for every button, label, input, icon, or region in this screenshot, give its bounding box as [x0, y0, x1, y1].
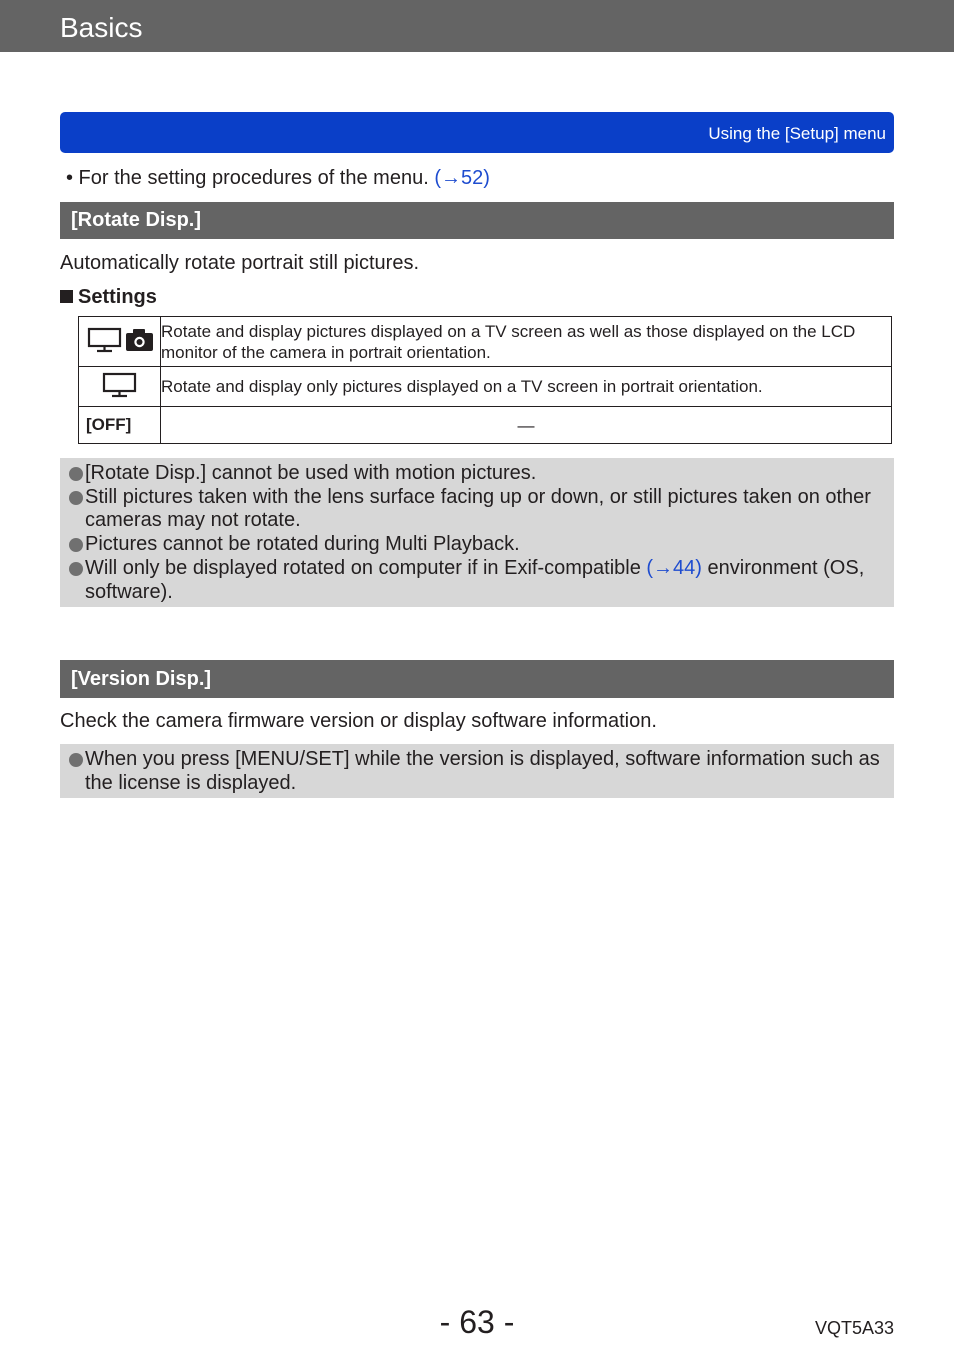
table-row — [79, 317, 892, 367]
settings-label — [60, 286, 157, 309]
chapter-banner — [60, 112, 894, 153]
note-text: Will only be displayed rotated on computer if in Exif-compatible — [85, 556, 647, 579]
rotate-disp-notes — [60, 458, 894, 607]
rotate-disp-heading — [60, 202, 894, 239]
list-item — [60, 486, 894, 533]
tv-and-camera-icon — [79, 317, 161, 367]
note-text: environment (OS, software). — [85, 556, 865, 603]
header-bar — [0, 0, 954, 52]
page-section-title: Basics — [60, 12, 143, 43]
setting-description: Rotate and display pictures displayed on a TV screen as well as those displayed on the LCD monitor of the camera in portrait orientation. — [161, 317, 892, 367]
table-row — [79, 407, 892, 444]
rotate-disp-heading-text: [Rotate Disp.] — [71, 209, 201, 231]
version-disp-notes — [60, 744, 894, 798]
document-code: VQT5A33 — [814, 1318, 894, 1338]
note-text: Still pictures taken with the lens surface facing up or down, or still pictures taken on other cameras may not rotate. — [85, 485, 871, 532]
setting-description: Rotate and display only pictures displayed on a TV screen in portrait orientation. — [161, 367, 892, 407]
settings-table — [78, 316, 892, 444]
list-item — [60, 533, 894, 557]
page-link-44[interactable]: (→44) — [646, 556, 702, 579]
table-row — [79, 367, 892, 407]
note-text: When you press [MENU/SET] while the version is displayed, software information such as the license is displayed. — [85, 748, 880, 794]
rotate-disp-description: Automatically rotate portrait still pictures. — [60, 252, 420, 274]
square-bullet-icon — [60, 290, 73, 303]
chapter-banner-label: Using the [Setup] menu — [708, 124, 886, 143]
bullet-icon — [69, 491, 83, 505]
settings-label-text: Settings — [78, 286, 157, 308]
note-text: Pictures cannot be rotated during Multi Playback. — [85, 533, 520, 556]
page-link-52[interactable]: (→52) — [434, 167, 490, 189]
intro-text: • For the setting procedures of the menu. — [66, 167, 429, 189]
bullet-icon — [69, 467, 83, 481]
bullet-icon — [69, 562, 83, 576]
version-disp-description: Check the camera firmware version or display software information. — [60, 710, 657, 732]
intro-line — [66, 167, 490, 190]
version-disp-heading-text: [Version Disp.] — [71, 668, 212, 690]
list-item — [60, 748, 894, 795]
list-item — [60, 557, 894, 604]
version-disp-heading — [60, 660, 894, 698]
note-text: [Rotate Disp.] cannot be used with motion pictures. — [85, 462, 537, 484]
off-label: [OFF] — [79, 407, 161, 444]
list-item — [60, 462, 894, 486]
tv-icon — [79, 367, 161, 407]
page-number: - 63 - — [439, 1304, 515, 1340]
bullet-icon — [69, 538, 83, 552]
setting-description: — — [161, 407, 892, 444]
bullet-icon — [69, 753, 83, 767]
